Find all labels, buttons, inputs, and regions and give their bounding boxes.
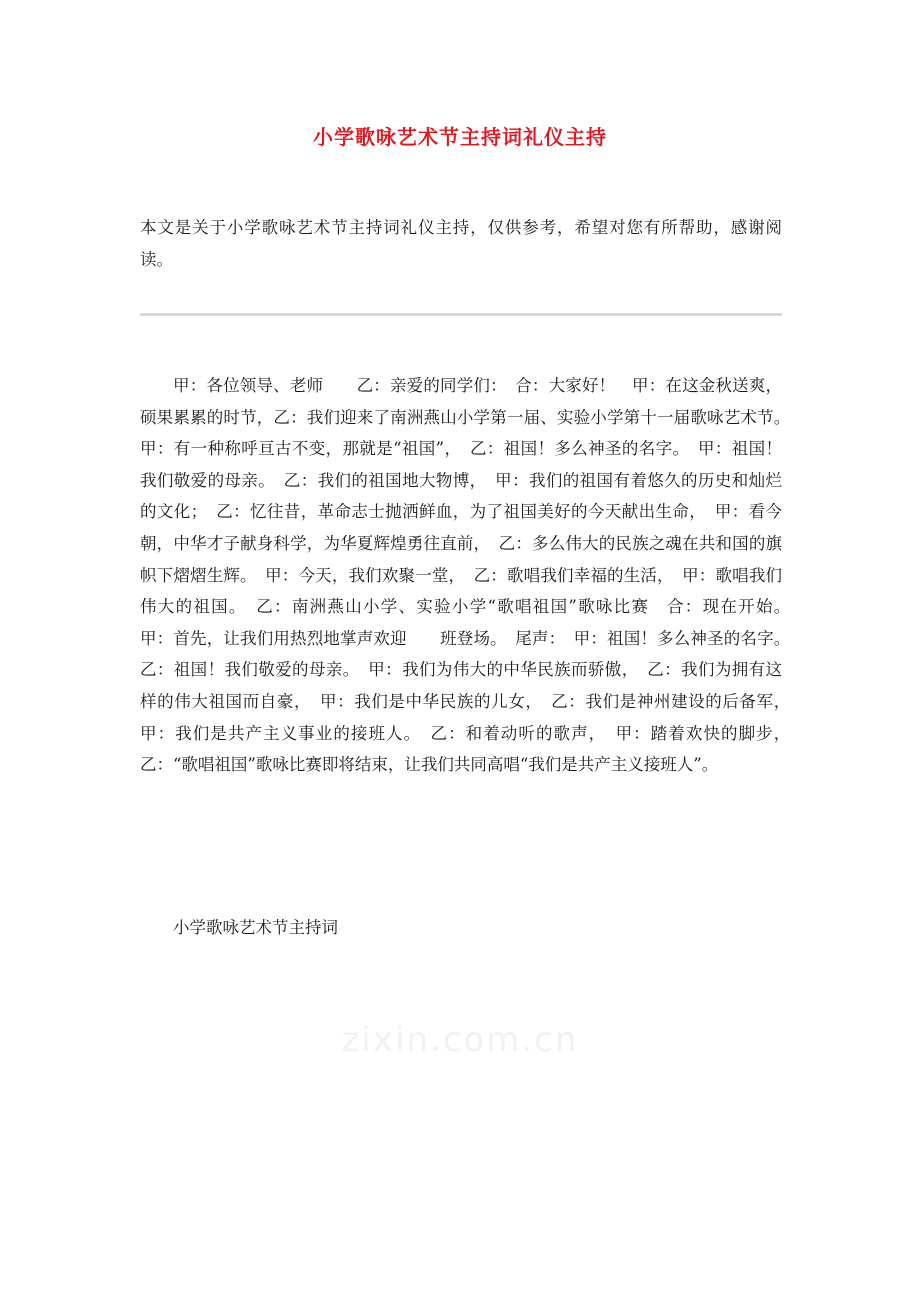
document-title: 小学歌咏艺术节主持词礼仪主持 xyxy=(313,125,607,149)
watermark: zixin.com.cn xyxy=(341,1020,579,1060)
intro-paragraph: 本文是关于小学歌咏艺术节主持词礼仪主持，仅供参考，希望对您有所帮助，感谢阅读。 xyxy=(140,218,782,269)
closing-line: 小学歌咏艺术节主持词 xyxy=(173,918,338,937)
divider xyxy=(140,313,782,316)
body-paragraph: 甲：各位领导、老师 乙：亲爱的同学们： 合：大家好！ 甲：在这金秋送爽，硕果累累的时节，乙：我们迎来了南洲燕山小学第一届、实验小学第十一届歌咏艺术节。 甲：有一种称呼亘古不变，那就是“祖国”， 乙：祖国！多么神圣的名字。 甲：祖国！我们敬爱的母亲。 乙：我们的祖国地大物博， 甲：我们的祖国有着悠久的历史和灿烂的文化； 乙：忆往昔，革命志士抛洒鲜血，为了祖国美好的今天献出生命， 甲：看今朝，中华才子献身科学，为华夏辉煌勇往直前， 乙：多么伟大的民族之魂在共和国的旗帜下熠熠生辉。 甲：今天，我们欢聚一堂， 乙：歌唱我们幸福的生活， 甲：歌唱我们伟大的祖国。 乙：南洲燕山小学、实验小学“歌唱祖国”歌咏比赛 合：现在开始。 甲：首先，让我们用热烈地掌声欢迎 班登场。 尾声： 甲：祖国！多么神圣的名字。 乙：祖国！我们敬爱的母亲。 甲：我们为伟大的中华民族而骄傲， 乙：我们为拥有这样的伟大祖国而自豪， 甲：我们是中华民族的儿女， 乙：我们是神州建设的后备军， 甲：我们是共产主义事业的接班人。 乙：和着动听的歌声， 甲：踏着欢快的脚步， 乙：“歌唱祖国”歌咏比赛即将结束，让我们共同高唱“我们是共产主义接班人”。 xyxy=(140,376,799,775)
